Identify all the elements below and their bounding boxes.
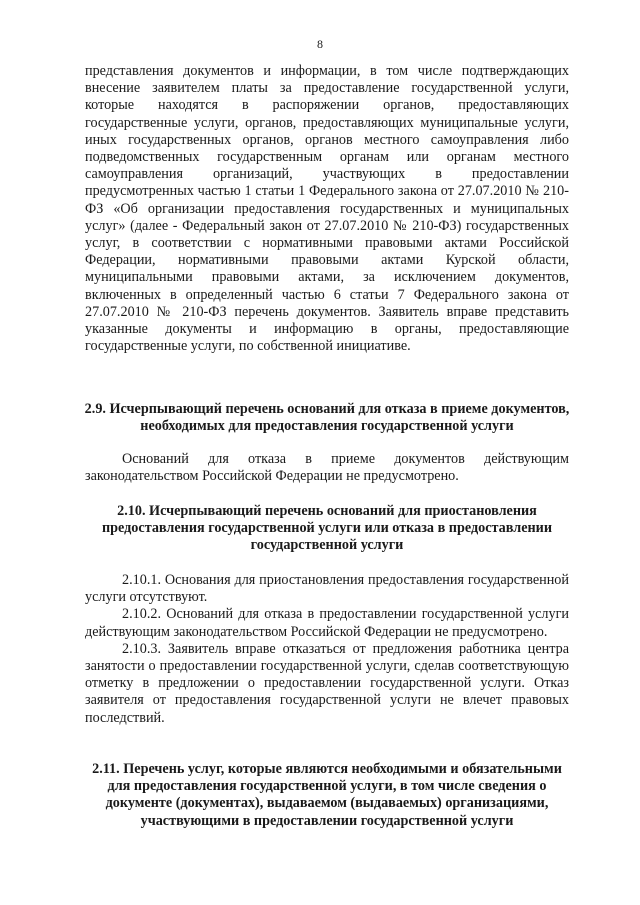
section-2-9-text: Оснований для отказа в приеме документов действующим законодательством Российской Федерации не предусмотрено. bbox=[85, 451, 569, 485]
section-2-10-header bbox=[80, 503, 574, 555]
section-2-11-header bbox=[80, 761, 574, 830]
section-2-9-heading: 2.9. Исчерпывающий перечень оснований для отказа в приеме документов, необходимых для предоставления государственной услуги bbox=[84, 401, 570, 435]
section-2-10-item-1: 2.10.1. Основания для приостановления предоставления государственной услуги отсутствуют. bbox=[85, 572, 569, 606]
intro-block bbox=[85, 63, 569, 355]
section-2-11-heading: 2.11. Перечень услуг, которые являются необходимыми и обязательными для предоставления государственной услуги, в том числе сведения о документе (документах), выдаваемом (выдаваемых) организациями, участвующими в предоставлении государственной услуги bbox=[92, 761, 562, 829]
section-2-9-header bbox=[80, 401, 574, 435]
intro-paragraph: представления документов и информации, в том числе подтверждающих внесение заявителем платы за предоставление государственной услуги, которые находятся в распоряжении органов, предоставляющих государственные услуги, органов, предоставляющих муниципальные услуги, иных государственных органов, органов местного самоуправления либо подведомственных государственным органам или органам местного самоуправления организаций, участвующих в предоставлении предусмотренных частью 1 статьи 1 Федерального закона от 27.07.2010 № 210-ФЗ «Об организации предоставления государственных и муниципальных услуг» (далее - Федеральный закон от 27.07.2010 № 210-ФЗ) государственных услуг, в соответствии с нормативными правовыми актами Российской Федерации, нормативными правовыми актами Курской области, муниципальными правовыми актами, за исключением документов, включенных в определенный частью 6 статьи 7 Федерального закона от 27.07.2010 № 210-ФЗ перечень документов. Заявитель вправе представить указанные документы и информацию в органы, предоставляющие государственные услуги, по собственной инициативе. bbox=[85, 63, 569, 355]
section-2-10-heading: 2.10. Исчерпывающий перечень оснований для приостановления предоставления государственной услуги или отказа в предоставлении государственной услуги bbox=[101, 503, 553, 554]
page-number: 8 bbox=[317, 37, 323, 51]
section-2-10-item-2: 2.10.2. Оснований для отказа в предоставлении государственной услуги действующим законодательством Российской Федерации не предусмотрено. bbox=[85, 606, 569, 640]
section-2-9-body bbox=[85, 451, 569, 485]
section-2-10-body bbox=[85, 572, 569, 727]
section-2-10-item-3: 2.10.3. Заявитель вправе отказаться от предложения работника центра занятости о предоставлении государственной услуги, сделав соответствующую отметку в предложении о предоставлении государственной услуги. Отказ заявителя от предоставления государственной услуги не влечет правовых последствий. bbox=[85, 640, 569, 726]
